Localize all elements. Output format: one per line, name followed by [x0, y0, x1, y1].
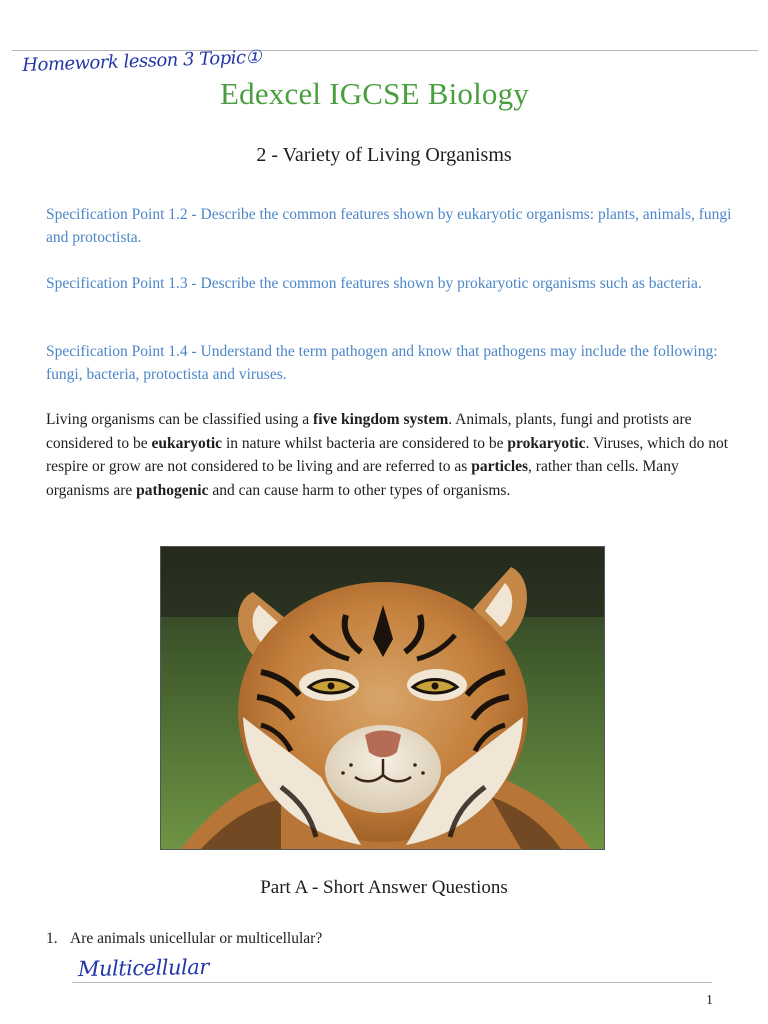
intro-text: , rather than cells. Many organisms are: [46, 458, 679, 499]
document-subtitle: 2 - Variety of Living Organisms: [256, 144, 512, 166]
question-1: [46, 930, 322, 948]
handwritten-answer-1[interactable]: Multicellular: [77, 954, 210, 982]
intro-text: Living organisms can be classified using a: [46, 411, 314, 428]
spec-point-1-4: Specification Point 1.4 - Understand the term pathogen and know that pathogens may include the following: fungi, bacteria, protoctista and viruses.: [46, 343, 718, 383]
intro-bold-term: particles: [471, 458, 529, 475]
part-a-heading: Part A - Short Answer Questions: [260, 877, 508, 898]
handwritten-header-note: Homework lesson 3 Topic①: [22, 46, 262, 76]
intro-text: . Viruses, which do not respire or grow are not considered to be living and are referred to as: [46, 434, 729, 475]
intro-bold-term: eukaryotic: [151, 434, 223, 452]
intro-text: and can cause harm to other types of organisms.: [208, 481, 511, 499]
question-text: Are animals unicellular or multicellular?: [70, 930, 323, 947]
intro-bold-term: pathogenic: [136, 481, 209, 499]
tiger-illustration: [161, 547, 604, 849]
intro-text: in nature whilst bacteria are considered to be: [222, 434, 508, 452]
intro-bold-term: five kingdom system: [313, 411, 449, 428]
document-title: Edexcel IGCSE Biology: [220, 76, 529, 111]
intro-text: . Animals, plants, fungi and protists are considered to be: [46, 411, 692, 452]
spec-point-1-2: Specification Point 1.2 - Describe the common features shown by eukaryotic organisms: plants, animals, fungi and protoctista.: [46, 206, 732, 246]
page-number: 1: [706, 993, 713, 1008]
answer-line: [72, 982, 712, 983]
intro-paragraph: [46, 408, 736, 502]
spec-point-1-3: Specification Point 1.3 - Describe the common features shown by prokaryotic organisms such as bacteria.: [46, 275, 702, 292]
intro-bold-term: prokaryotic: [507, 434, 586, 452]
tiger-photo: [160, 546, 605, 850]
question-number: 1.: [46, 930, 58, 947]
